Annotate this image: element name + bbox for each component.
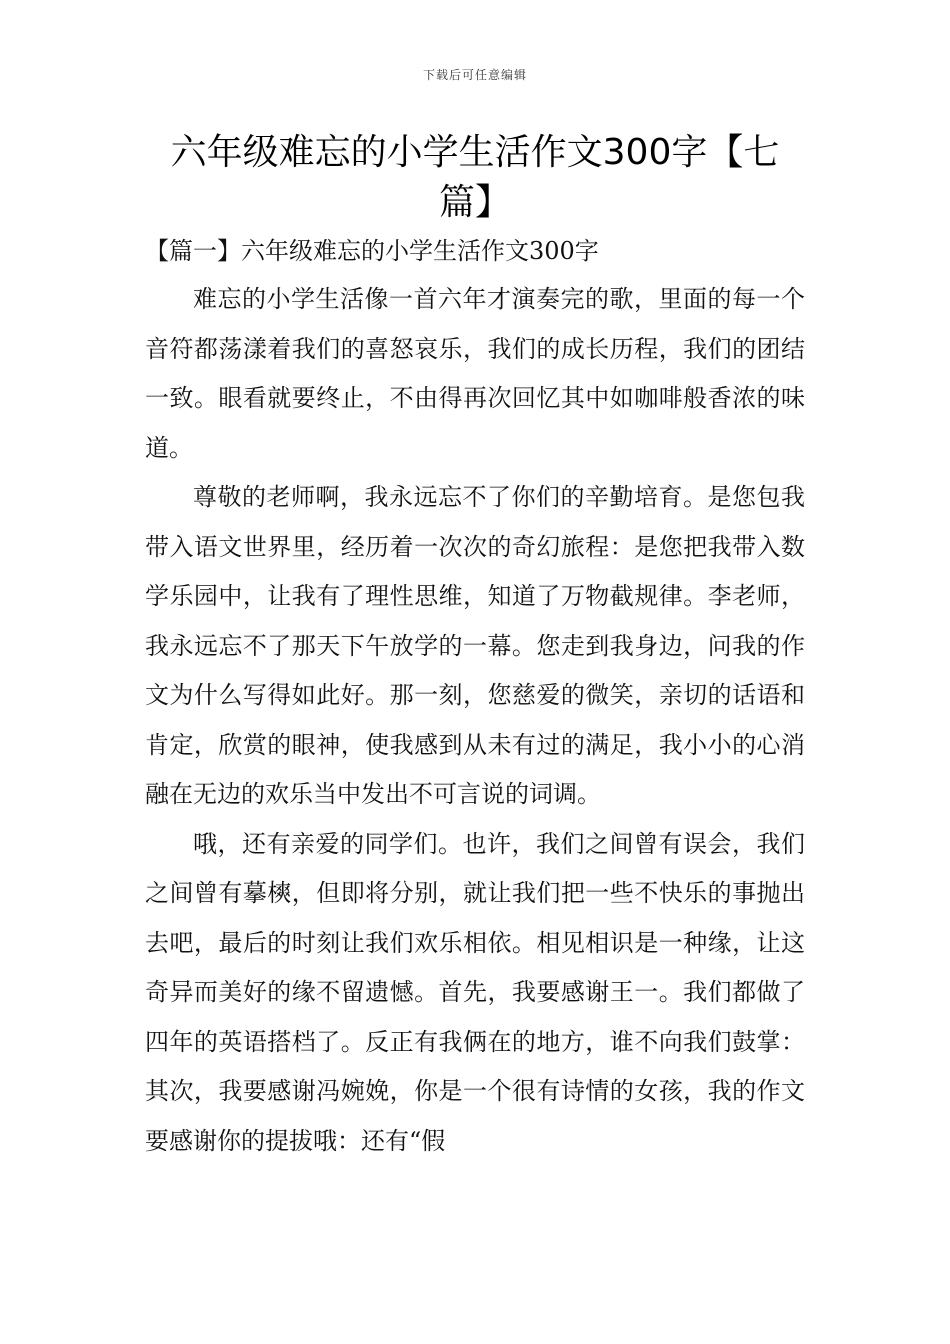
paragraph-2: 尊敬的老师啊，我永远忘不了你们的辛勤培育。是您包我带入语文世界里，经历着一次次的奇幻旅程：是您把我带入数学乐园中，让我有了理性思维，知道了万物截规律。李老师，我永远忘不了那天下午放学的一幕。您走到我身边，问我的作文为什么写得如此好。那一刻，您慈爱的微笑，亲切的话语和肯定，欣赏的眼神，使我感到从未有过的满足，我小小的心消融在无边的欢乐当中发出不可言说的词调。 (145, 483, 805, 808)
header-note: 下载后可任意编辑 (422, 68, 527, 82)
document-body (145, 227, 805, 1166)
paragraph-3: 哦，还有亲爱的同学们。也许，我们之间曾有误会，我们之间曾有摹樉，但即将分别，就让我们把一些不快乐的事抛出去吧，最后的时刻让我们欢乐相依。相见相识是一种缘，让这奇异而美好的缘不留遗憾。首先，我要感谢王一。我们都做了四年的英语搭档了。反正有我俩在的地方，谁不向我们鼓掌：其次，我要感谢冯婉娩，你是一个很有诗情的女孩，我的作文要感谢你的提拔哦：还有“假 (145, 829, 805, 1155)
paragraph-1: 难忘的小学生活像一首六年才演奏完的歌，里面的每一个音符都荡漾着我们的喜怒哀乐，我们的成长历程，我们的团结一致。眼看就要终止，不由得再次回忆其中如咖啡般香浓的味道。 (145, 285, 805, 462)
document-title: 六年级难忘的小学生活作文300字【七篇】 (170, 132, 780, 223)
section-heading: 【篇一】六年级难忘的小学生活作文300字 (145, 237, 599, 265)
